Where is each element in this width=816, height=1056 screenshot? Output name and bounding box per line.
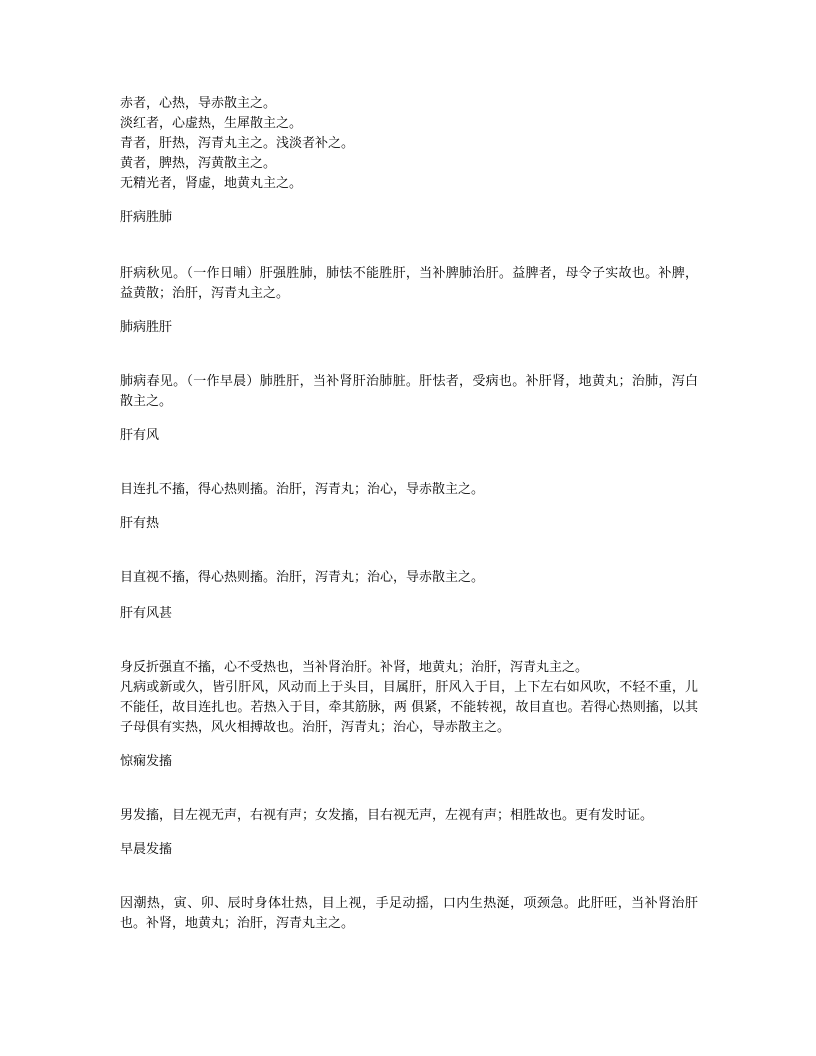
section-heading: 肝有热 (120, 516, 160, 531)
section-body: 肺病春见。（一作早晨）肺胜肝，当补肾肝治肺脏。肝怯者，受病也。补肝肾，地黄丸；治肺，泻白散主之。 (120, 374, 698, 409)
intro-line-1: 赤者，心热，导赤散主之。 (120, 96, 277, 111)
section-heading: 肝病胜肺 (120, 210, 173, 225)
section-heading: 惊痫发搐 (120, 754, 173, 769)
section-heading: 早晨发搐 (120, 842, 173, 857)
section-body: 目直视不搐，得心热则搐。治肝，泻青丸；治心，导赤散主之。 (120, 570, 485, 585)
intro-line-5: 无精光者，肾虚，地黄丸主之。 (120, 176, 303, 191)
intro-line-3: 青者，肝热，泻青丸主之。浅淡者补之。 (120, 136, 355, 151)
section-heading: 肝有风 (120, 428, 160, 443)
intro-line-2: 淡红者，心虚热，生犀散主之。 (120, 116, 303, 131)
section-heading: 肺病胜肝 (120, 320, 173, 335)
section-body: 身反折强直不搐，心不受热也，当补肾治肝。补肾，地黄丸；治肝，泻青丸主之。 凡病或新或久，皆引肝风，风动而上于头目，目属肝，肝风入于目，上下左右如风吹，不轻不重，儿不能任，故目连扎也。若热入于目，牵其筋脉，两 俱紧，不能转视，故目直也。若得心热则搐，以其子母俱有实热，风火相搏故也。治肝，泻青丸；治心，导赤散主之。 (120, 660, 698, 735)
section-body: 男发搐，目左视无声，右视有声；女发搐，目右视无声，左视有声；相胜故也。更有发时证。 (120, 808, 654, 823)
section-body: 因潮热，寅、卯、辰时身体壮热，目上视，手足动摇，口内生热涎，项颈急。此肝旺，当补肾治肝也。补肾，地黄丸；治肝，泻青丸主之。 (120, 896, 698, 931)
section-body: 目连扎不搐，得心热则搐。治肝，泻青丸；治心，导赤散主之。 (120, 482, 485, 497)
intro-line-4: 黄者，脾热，泻黄散主之。 (120, 156, 277, 171)
section-heading: 肝有风甚 (120, 606, 173, 621)
section-body: 肝病秋见。（一作日晡）肝强胜肺，肺怯不能胜肝，当补脾肺治肝。益脾者，母令子实故也。补脾，益黄散；治肝，泻青丸主之。 (120, 266, 698, 301)
